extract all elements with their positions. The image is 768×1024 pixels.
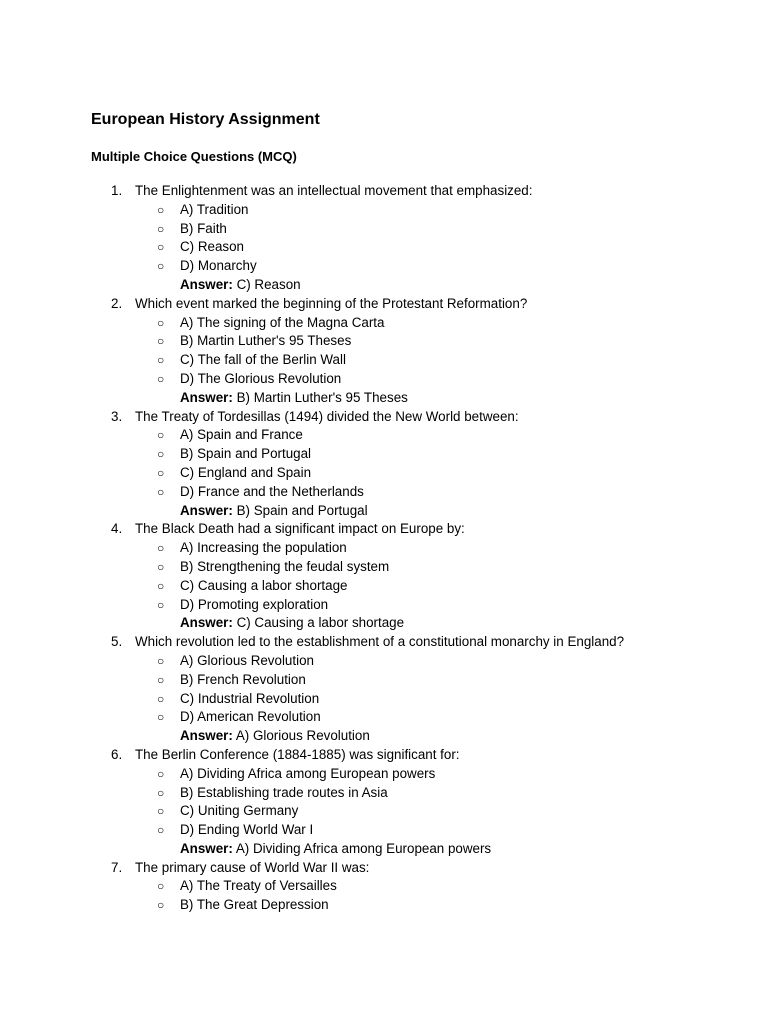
option-item <box>135 802 731 821</box>
hollow-circle-bullet-icon: ○ <box>157 766 165 781</box>
question-item <box>91 520 731 633</box>
option-text: C) England and Spain <box>180 464 312 480</box>
option-item <box>135 464 731 483</box>
hollow-circle-bullet-icon: ○ <box>157 710 165 725</box>
hollow-circle-bullet-icon: ○ <box>157 691 165 706</box>
hollow-circle-bullet-icon: ○ <box>157 559 165 574</box>
question-text: The Treaty of Tordesillas (1494) divided the New World between: <box>135 408 519 424</box>
option-text: A) Increasing the population <box>180 540 347 556</box>
question-item <box>91 633 731 746</box>
option-text: D) American Revolution <box>180 709 321 725</box>
option-item <box>135 558 731 577</box>
hollow-circle-bullet-icon: ○ <box>157 879 165 894</box>
hollow-circle-bullet-icon: ○ <box>157 202 165 217</box>
hollow-circle-bullet-icon: ○ <box>157 221 165 236</box>
hollow-circle-bullet-icon: ○ <box>157 653 165 668</box>
question-text: Which event marked the beginning of the Protestant Reformation? <box>135 295 528 311</box>
answer-label: Answer: <box>180 389 233 405</box>
option-text: D) Ending World War I <box>180 822 314 838</box>
option-list <box>135 426 731 501</box>
hollow-circle-bullet-icon: ○ <box>157 428 165 443</box>
option-text: C) The fall of the Berlin Wall <box>180 352 346 368</box>
option-item <box>135 896 731 915</box>
option-item <box>135 220 731 239</box>
question-number: 3. <box>111 408 123 424</box>
document-page <box>91 109 731 915</box>
hollow-circle-bullet-icon: ○ <box>157 484 165 499</box>
question-text: The Berlin Conference (1884-1885) was significant for: <box>135 746 460 762</box>
answer-label: Answer: <box>180 728 233 744</box>
answer-value: C) Causing a labor shortage <box>236 615 405 631</box>
hollow-circle-bullet-icon: ○ <box>157 578 165 593</box>
answer-value: B) Spain and Portugal <box>236 502 368 518</box>
option-list <box>135 652 731 727</box>
question-item <box>91 295 731 408</box>
hollow-circle-bullet-icon: ○ <box>157 672 165 687</box>
option-item <box>135 596 731 615</box>
option-list <box>135 314 731 389</box>
option-text: A) Tradition <box>180 201 249 217</box>
answer-value: B) Martin Luther's 95 Theses <box>236 389 408 405</box>
option-text: B) Faith <box>180 220 227 236</box>
answer-line <box>135 614 731 633</box>
answer-value: C) Reason <box>236 276 301 292</box>
option-list <box>135 877 731 915</box>
answer-label: Answer: <box>180 615 233 631</box>
question-text: Which revolution led to the establishment of a constitutional monarchy in England? <box>135 634 625 650</box>
option-text: D) Promoting exploration <box>180 596 329 612</box>
option-text: C) Reason <box>180 239 245 255</box>
option-item <box>135 577 731 596</box>
option-item <box>135 671 731 690</box>
option-text: A) Spain and France <box>180 427 303 443</box>
option-item <box>135 784 731 803</box>
answer-line <box>135 276 731 295</box>
question-text: The Black Death had a significant impact on Europe by: <box>135 521 465 537</box>
answer-value: A) Glorious Revolution <box>235 728 370 744</box>
hollow-circle-bullet-icon: ○ <box>157 315 165 330</box>
option-item <box>135 652 731 671</box>
question-number: 1. <box>111 183 123 198</box>
option-item <box>135 690 731 709</box>
option-item <box>135 370 731 389</box>
hollow-circle-bullet-icon: ○ <box>157 898 165 913</box>
question-item <box>91 859 731 915</box>
answer-label: Answer: <box>180 276 233 292</box>
hollow-circle-bullet-icon: ○ <box>157 804 165 819</box>
hollow-circle-bullet-icon: ○ <box>157 465 165 480</box>
option-text: A) Glorious Revolution <box>180 652 314 668</box>
question-list <box>91 182 731 915</box>
option-text: B) French Revolution <box>180 671 306 687</box>
hollow-circle-bullet-icon: ○ <box>157 371 165 386</box>
option-text: B) Establishing trade routes in Asia <box>180 784 388 800</box>
option-text: B) Spain and Portugal <box>180 446 312 462</box>
answer-line <box>135 840 731 859</box>
answer-line <box>135 502 731 521</box>
question-number: 4. <box>111 521 123 537</box>
answer-value: A) Dividing Africa among European powers <box>235 840 492 856</box>
document-title: European History Assignment <box>91 111 320 128</box>
option-text: A) The signing of the Magna Carta <box>180 314 385 330</box>
question-item <box>91 746 731 859</box>
option-text: D) The Glorious Revolution <box>180 370 342 386</box>
option-item <box>135 708 731 727</box>
option-text: C) Causing a labor shortage <box>180 577 348 593</box>
option-item <box>135 332 731 351</box>
option-item <box>135 238 731 257</box>
answer-label: Answer: <box>180 502 233 518</box>
hollow-circle-bullet-icon: ○ <box>157 541 165 556</box>
option-list <box>135 765 731 840</box>
option-text: C) Industrial Revolution <box>180 690 320 706</box>
hollow-circle-bullet-icon: ○ <box>157 240 165 255</box>
answer-line <box>135 389 731 408</box>
option-text: B) Strengthening the feudal system <box>180 558 390 574</box>
option-item <box>135 257 731 276</box>
section-heading: Multiple Choice Questions (MCQ) <box>91 149 297 164</box>
question-number: 2. <box>111 295 123 311</box>
question-item <box>91 182 731 295</box>
option-list <box>135 201 731 276</box>
option-item <box>135 483 731 502</box>
hollow-circle-bullet-icon: ○ <box>157 597 165 612</box>
option-text: A) The Treaty of Versailles <box>180 878 337 894</box>
option-item <box>135 426 731 445</box>
question-number: 5. <box>111 634 123 650</box>
option-item <box>135 314 731 333</box>
question-number: 7. <box>111 859 123 875</box>
hollow-circle-bullet-icon: ○ <box>157 353 165 368</box>
option-text: B) The Great Depression <box>180 897 329 913</box>
hollow-circle-bullet-icon: ○ <box>157 259 165 274</box>
option-text: C) Uniting Germany <box>180 803 299 819</box>
answer-line <box>135 727 731 746</box>
option-text: D) France and the Netherlands <box>180 483 364 499</box>
option-text: A) Dividing Africa among European powers <box>180 765 436 781</box>
answer-label: Answer: <box>180 840 233 856</box>
option-item <box>135 877 731 896</box>
hollow-circle-bullet-icon: ○ <box>157 785 165 800</box>
question-item <box>91 408 731 521</box>
option-item <box>135 539 731 558</box>
hollow-circle-bullet-icon: ○ <box>157 334 165 349</box>
option-list <box>135 539 731 614</box>
option-item <box>135 351 731 370</box>
hollow-circle-bullet-icon: ○ <box>157 447 165 462</box>
option-item <box>135 821 731 840</box>
question-number: 6. <box>111 746 123 762</box>
hollow-circle-bullet-icon: ○ <box>157 823 165 838</box>
option-text: D) Monarchy <box>180 258 257 274</box>
option-item <box>135 445 731 464</box>
question-text: The primary cause of World War II was: <box>135 859 370 875</box>
option-text: B) Martin Luther's 95 Theses <box>180 333 352 349</box>
question-text: The Enlightenment was an intellectual movement that emphasized: <box>135 183 533 198</box>
option-item <box>135 765 731 784</box>
option-item <box>135 201 731 220</box>
